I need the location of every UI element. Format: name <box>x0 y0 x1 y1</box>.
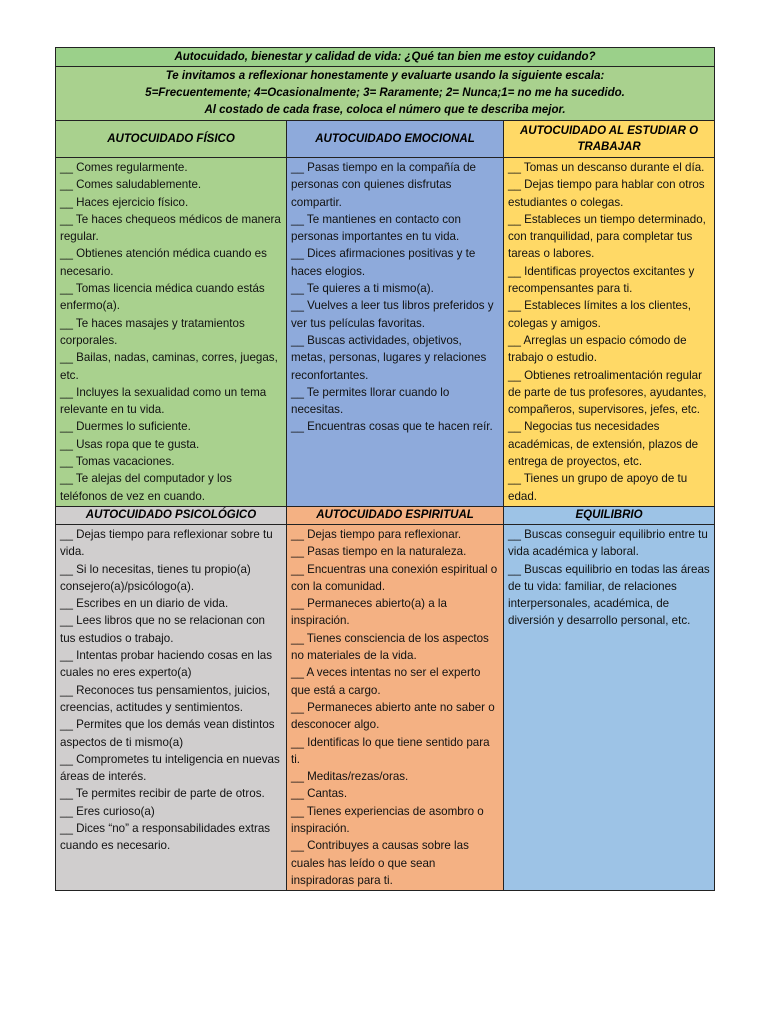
list-item: __ Dejas tiempo para reflexionar. <box>291 527 462 541</box>
list-item: __ Duermes lo suficiente. <box>60 420 191 434</box>
heading-psicologico: AUTOCUIDADO PSICOLÓGICO <box>56 506 287 524</box>
list-item: __ Comprometes tu inteligencia en nuevas áreas de interés. <box>60 752 280 784</box>
list-item: __ Estableces un tiempo determinado, con tranquilidad, para completar tus tareas o labores. <box>508 212 706 261</box>
list-item: __ Te quieres a ti mismo(a). <box>291 282 434 296</box>
instructions-line-3: Al costado de cada frase, coloca el número que te describa mejor. <box>204 104 566 116</box>
list-item: __ Contribuyes a causas sobre las cuales has leído o que sean inspiradoras para ti. <box>291 839 469 887</box>
list-espiritual <box>287 524 504 890</box>
list-item: __ Te permites recibir de parte de otros. <box>60 787 265 801</box>
list-item: __ Haces ejercicio físico. <box>60 195 189 209</box>
instructions <box>56 67 715 121</box>
list-item: __ Buscas equilibrio en todas las áreas de tu vida: familiar, de relaciones interpersonales, académica, de diversión y desarrollo personal, etc. <box>508 562 710 628</box>
list-item: __ Te haces chequeos médicos de manera regular. <box>60 212 281 244</box>
list-item: __ Bailas, nadas, caminas, corres, juegas, etc. <box>60 351 278 382</box>
list-item: __ Meditas/rezas/oras. <box>291 770 409 784</box>
list-item: __ Lees libros que no se relacionan con tus estudios o trabajo. <box>60 614 265 645</box>
list-item: __ Dejas tiempo para reflexionar sobre tu vida. <box>60 527 273 559</box>
list-psicologico <box>56 524 287 890</box>
list-equilibrio <box>504 524 715 890</box>
list-item: __ Vuelves a leer tus libros preferidos y ver tus películas favoritas. <box>291 299 494 330</box>
rating-scale: 5=Frecuentemente; 4=Ocasionalmente; 3= Raramente; 2= Nunca;1= no me ha sucedido. <box>145 87 625 99</box>
list-item: __ Arreglas un espacio cómodo de trabajo o estudio. <box>508 333 687 365</box>
list-item: __ Intentas probar haciendo cosas en las cuales no eres experto(a) <box>60 649 273 680</box>
list-item: __ Dejas tiempo para hablar con otros estudiantes o colegas. <box>508 178 705 209</box>
heading-emocional: AUTOCUIDADO EMOCIONAL <box>287 121 504 158</box>
list-item: __ Identificas lo que tiene sentido para ti. <box>291 735 490 766</box>
page-title: Autocuidado, bienestar y calidad de vida: ¿Qué tan bien me estoy cuidando? <box>56 48 715 67</box>
list-estudiar <box>504 158 715 507</box>
list-item: __ Permaneces abierto(a) a la inspiración. <box>291 597 447 628</box>
list-item: __ Permaneces abierto ante no saber o desconocer algo. <box>291 700 495 732</box>
list-item: __ Encuentras cosas que te hacen reír. <box>291 420 493 434</box>
list-item: __ Identificas proyectos excitantes y recompensantes para ti. <box>508 264 695 296</box>
heading-estudiar: AUTOCUIDADO AL ESTUDIAR O TRABAJAR <box>504 121 715 158</box>
heading-equilibrio: EQUILIBRIO <box>504 506 715 524</box>
list-emocional <box>287 158 504 507</box>
list-item: __ Dices afirmaciones positivas y te haces elogios. <box>291 247 476 278</box>
list-item: __ Tienes un grupo de apoyo de tu edad. <box>508 472 688 503</box>
list-item: __ Incluyes la sexualidad como un tema relevante en tu vida. <box>60 385 267 417</box>
list-item: __ Reconoces tus pensamientos, juicios, creencias, actitudes y sentimientos. <box>60 683 271 714</box>
list-item: __ Escribes en un diario de vida. <box>60 597 229 611</box>
list-item: __ Eres curioso(a) <box>60 804 155 818</box>
list-item: __ Te alejas del computador y los teléfonos de vez en cuando. <box>60 472 232 503</box>
heading-fisico: AUTOCUIDADO FÍSICO <box>56 121 287 158</box>
list-item: __ Encuentras una conexión espiritual o con la comunidad. <box>291 562 498 593</box>
list-item: __ Dices “no” a responsabilidades extras cuando es necesario. <box>60 821 271 853</box>
list-item: __ Buscas actividades, objetivos, metas, personas, lugares y relaciones reconfortantes. <box>291 333 487 382</box>
list-item: __ Tomas un descanso durante el día. <box>508 161 705 174</box>
list-item: __ Cantas. <box>291 787 348 801</box>
list-item: __ Permites que los demás vean distintos aspectos de ti mismo(a) <box>60 718 275 749</box>
list-item: __ Te haces masajes y tratamientos corporales. <box>60 316 245 347</box>
list-fisico <box>56 158 287 507</box>
list-item: __ Tomas vacaciones. <box>60 455 175 469</box>
instructions-line-1: Te invitamos a reflexionar honestamente y evaluarte usando la siguiente escala: <box>165 70 605 82</box>
list-item: __ Te mantienes en contacto con personas importantes en tu vida. <box>291 212 461 244</box>
list-item: __ Pasas tiempo en la compañía de personas con quienes disfrutas compartir. <box>291 161 476 209</box>
list-item: __ Usas ropa que te gusta. <box>60 437 200 451</box>
list-item: __ Pasas tiempo en la naturaleza. <box>291 545 467 559</box>
heading-espiritual: AUTOCUIDADO ESPIRITUAL <box>287 506 504 524</box>
list-item: __ Estableces límites a los clientes, colegas y amigos. <box>508 299 692 330</box>
list-item: __ Tomas licencia médica cuando estás enfermo(a). <box>60 282 265 313</box>
list-item: __ Si lo necesitas, tienes tu propio(a) consejero(a)/psicólogo(a). <box>60 562 251 593</box>
list-item: __ Tienes consciencia de los aspectos no materiales de la vida. <box>291 631 489 663</box>
list-item: __ A veces intentas no ser el experto que está a cargo. <box>291 666 481 697</box>
list-item: __ Comes regularmente. <box>60 161 188 174</box>
list-item: __ Negocias tus necesidades académicas, de extensión, plazos de entrega de proyectos, etc. <box>508 420 699 469</box>
list-item: __ Te permites llorar cuando lo necesitas. <box>291 385 450 417</box>
list-item: __ Comes saludablemente. <box>60 178 202 192</box>
list-item: __ Obtienes atención médica cuando es necesario. <box>60 247 267 278</box>
list-item: __ Buscas conseguir equilibrio entre tu vida académica y laboral. <box>508 527 708 559</box>
list-item: __ Obtienes retroalimentación regular de parte de tus profesores, ayudantes, compañeros, supervisores, jefes, etc. <box>508 368 707 417</box>
self-care-table <box>55 47 715 891</box>
list-item: __ Tienes experiencias de asombro o inspiración. <box>291 804 484 835</box>
